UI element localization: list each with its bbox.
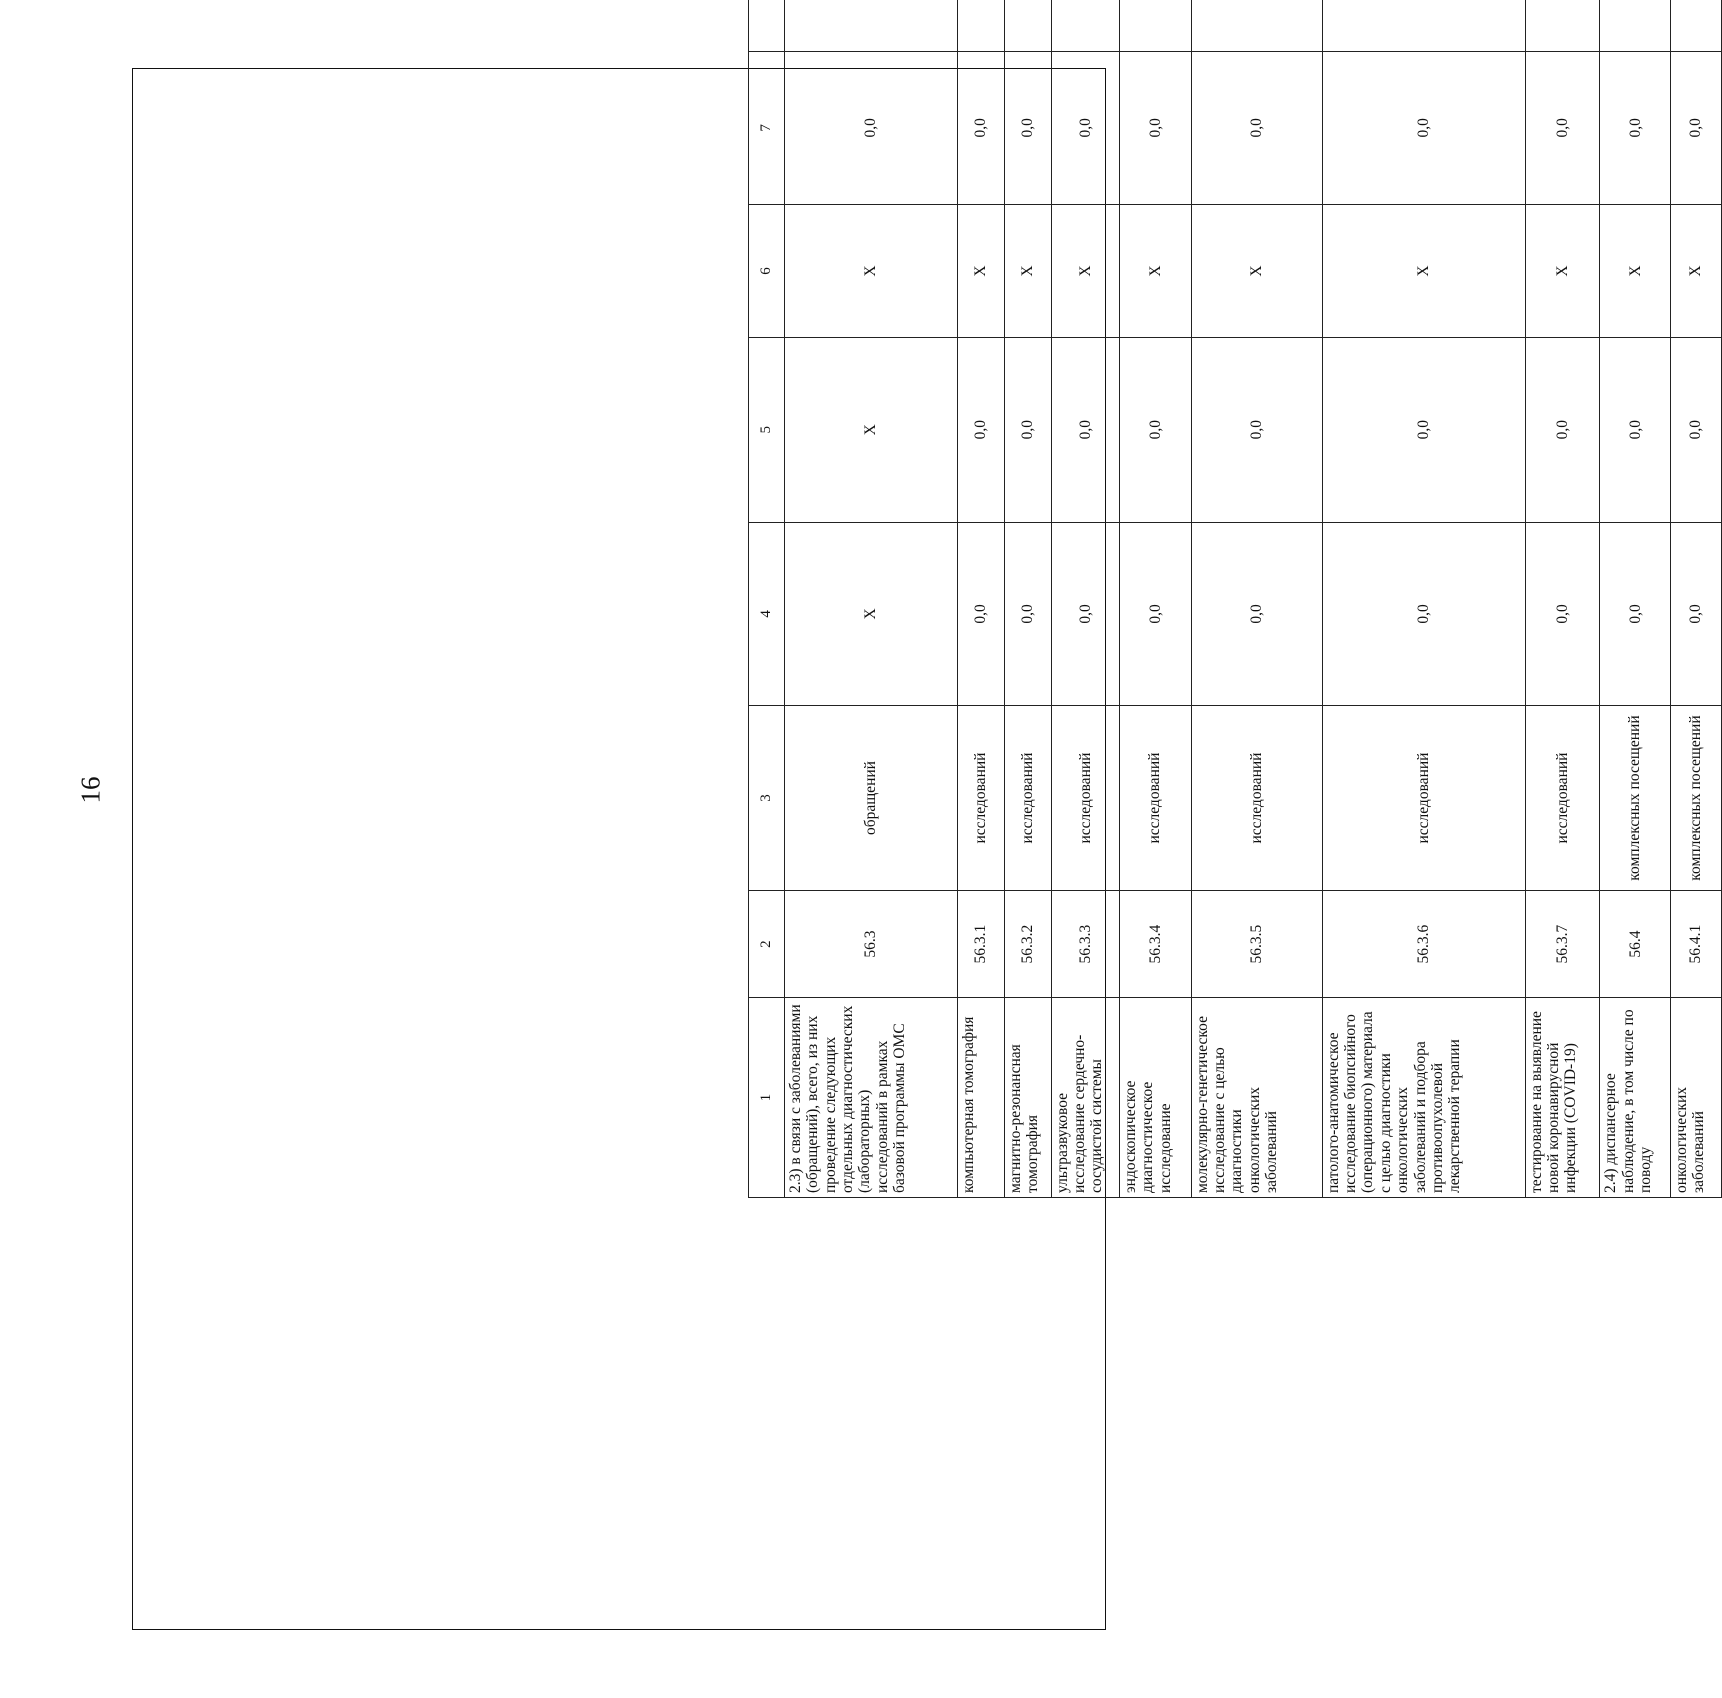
cell-c6: X	[1525, 205, 1600, 338]
cell-c7: 0,0	[1525, 51, 1600, 205]
row-code: 56.4.1	[1670, 890, 1721, 997]
row-name: магнитно-резонансная томография	[1004, 998, 1051, 1198]
row-code: 56.3	[784, 890, 958, 997]
cell-c7: 0,0	[1670, 51, 1721, 205]
row-name: компьютерная томография	[958, 998, 1005, 1198]
cell-c4: 0,0	[1191, 522, 1322, 706]
column-header: 4	[749, 522, 785, 706]
cell-c6: X	[784, 205, 958, 338]
column-header: 7	[749, 51, 785, 205]
row-unit: обращений	[784, 706, 958, 891]
cell-c6: X	[958, 205, 1005, 338]
table-row	[958, 0, 1005, 1198]
cell-c6: X	[1670, 205, 1721, 338]
cell-c5: 0,0	[1004, 337, 1051, 522]
column-header: 6	[749, 205, 785, 338]
cell-c7: 0,0	[958, 51, 1005, 205]
table-row	[1119, 0, 1191, 1198]
cell-c8	[1051, 0, 1119, 51]
table-row	[1525, 0, 1600, 1198]
cell-c4: 0,0	[1119, 522, 1191, 706]
cell-c7: 0,0	[784, 51, 958, 205]
cell-c4: 0,0	[1525, 522, 1600, 706]
cell-c5: 0,0	[1600, 337, 1671, 522]
row-code: 56.3.2	[1004, 890, 1051, 997]
cell-c4: 0,0	[1322, 522, 1525, 706]
cell-c7: 0,0	[1191, 51, 1322, 205]
row-unit: исследований	[1191, 706, 1322, 891]
row-unit: комплексных посещений	[1600, 706, 1671, 891]
table-row	[1670, 0, 1721, 1198]
table-row	[784, 0, 958, 1198]
rotated-table-container	[748, 0, 1722, 1198]
row-name: 2.3) в связи с заболеваниями (обращений), всего, из них проведение следующих отдельных диагностических (лабораторных) исследований в рамках базовой программы ОМС	[784, 998, 958, 1198]
row-code: 56.3.3	[1051, 890, 1119, 997]
cell-c4: 0,0	[1600, 522, 1671, 706]
cell-c8	[1119, 0, 1191, 51]
row-code: 56.3.4	[1119, 890, 1191, 997]
row-unit: исследований	[958, 706, 1005, 891]
cell-c7: 0,0	[1322, 51, 1525, 205]
row-code: 56.3.6	[1322, 890, 1525, 997]
cell-c7: 0,0	[1600, 51, 1671, 205]
cell-c5: X	[784, 337, 958, 522]
cell-c4: 0,0	[1051, 522, 1119, 706]
cell-c5: 0,0	[1051, 337, 1119, 522]
cell-c8	[1600, 0, 1671, 51]
cell-c4: 0,0	[1670, 522, 1721, 706]
row-name: эндоскопическое диагностическое исследование	[1119, 998, 1191, 1198]
row-name: тестирование на выявление новой коронавирусной инфекции (COVID-19)	[1525, 998, 1600, 1198]
row-code: 56.3.1	[958, 890, 1005, 997]
column-header: 1	[749, 998, 785, 1198]
row-unit: исследований	[1051, 706, 1119, 891]
row-name: 2.4) диспансерное наблюдение, в том числе по поводу	[1600, 998, 1671, 1198]
row-name: онкологических заболеваний	[1670, 998, 1721, 1198]
table-row	[1322, 0, 1525, 1198]
cell-c7: 0,0	[1051, 51, 1119, 205]
cell-c7: 0,0	[1004, 51, 1051, 205]
column-header: 2	[749, 890, 785, 997]
row-name: ультразвуковое исследование сердечно-сосудистой системы	[1051, 998, 1119, 1198]
row-unit: исследований	[1322, 706, 1525, 891]
cell-c6: X	[1322, 205, 1525, 338]
column-header: 5	[749, 337, 785, 522]
cell-c5: 0,0	[1322, 337, 1525, 522]
cell-c8	[1525, 0, 1600, 51]
cell-c7: 0,0	[1119, 51, 1191, 205]
column-header: 3	[749, 706, 785, 891]
cell-c5: 0,0	[1191, 337, 1322, 522]
row-unit: исследований	[1525, 706, 1600, 891]
cell-c6: X	[1119, 205, 1191, 338]
cell-c5: 0,0	[1670, 337, 1721, 522]
row-unit: комплексных посещений	[1670, 706, 1721, 891]
row-name: молекулярно-генетическое исследование с целью диагностики онкологических заболеваний	[1191, 998, 1322, 1198]
cell-c6: X	[1051, 205, 1119, 338]
cell-c8	[784, 0, 958, 51]
cell-c4: 0,0	[1004, 522, 1051, 706]
table-row	[1051, 0, 1119, 1198]
cell-c5: 0,0	[958, 337, 1005, 522]
cell-c4: X	[784, 522, 958, 706]
cell-c8	[1191, 0, 1322, 51]
table-row	[1191, 0, 1322, 1198]
cell-c5: 0,0	[1525, 337, 1600, 522]
row-unit: исследований	[1004, 706, 1051, 891]
row-code: 56.4	[1600, 890, 1671, 997]
cell-c8	[1670, 0, 1721, 51]
cell-c4: 0,0	[958, 522, 1005, 706]
cell-c8	[1004, 0, 1051, 51]
page-number: 16	[75, 776, 106, 804]
table-row	[1600, 0, 1671, 1198]
data-table	[748, 0, 1722, 1198]
header-row	[749, 0, 785, 1198]
column-header	[749, 0, 785, 51]
table-row	[1004, 0, 1051, 1198]
cell-c6: X	[1191, 205, 1322, 338]
cell-c5: 0,0	[1119, 337, 1191, 522]
cell-c8	[1322, 0, 1525, 51]
row-code: 56.3.5	[1191, 890, 1322, 997]
cell-c8	[958, 0, 1005, 51]
cell-c6: X	[1600, 205, 1671, 338]
row-unit: исследований	[1119, 706, 1191, 891]
row-code: 56.3.7	[1525, 890, 1600, 997]
cell-c6: X	[1004, 205, 1051, 338]
row-name: патолого-анатомическое исследование биопсийного (операционного) материала с целью диагностики онкологических заболеваний и подбора противоопухолевой лекарственной терапии	[1322, 998, 1525, 1198]
